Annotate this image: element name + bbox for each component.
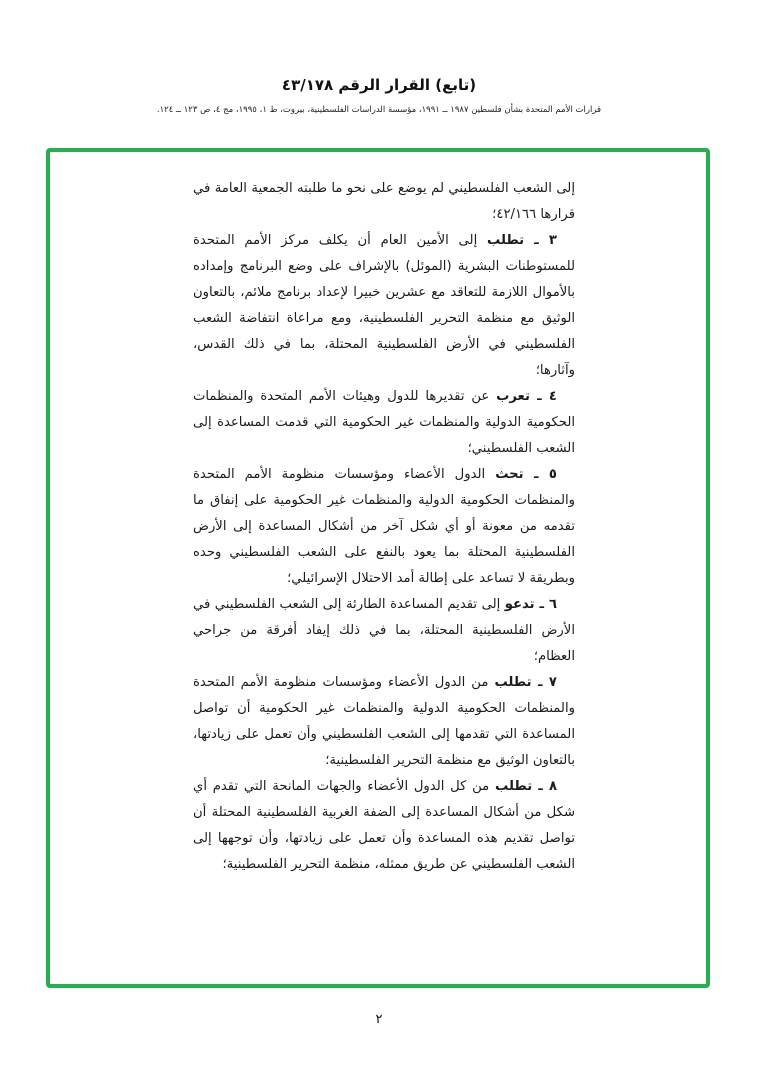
paragraph-text: الدول الأعضاء ومؤسسات منظومة الأمم المتحدة والمنظمات الحكومية الدولية والمنظمات غير الحكومية على إنفاق ما تقدمه من معونة أو أي شكل آخر من أشكال المساعدة إلى الأرض الفلسطينية المحتلة بما يعود بالنفع على الشعب الفلسطيني وحده وبطريقة لا تساعد على إطالة أمد الاحتلال الإسرائيلي؛	[193, 467, 575, 586]
paragraph-lead: ٨ ـ تطلب	[495, 779, 557, 794]
resolution-text-column	[193, 176, 575, 878]
page-title: (تابع) القرار الرقم ٤٣/١٧٨	[281, 76, 477, 94]
paragraph	[193, 774, 575, 878]
paragraph-text: إلى الأمين العام أن يكلف مركز الأمم المتحدة للمستوطنات البشرية (الموئل) بالإشراف على وضع البرنامج وإمداده بالأموال اللازمة للتعاقد مع عشرين خبيرا لإعداد برنامج ملائم، بالتعاون الوثيق مع منظمة التحرير الفلسطينية، ومع مراعاة انتفاضة الشعب الفلسطيني في الأرض الفلسطينية المحتلة، بما في ذلك القدس، وآثارها؛	[193, 233, 575, 378]
source-citation-line: قرارات الأمم المتحدة بشأن فلسطين ١٩٨٧ ــ ١٩٩١، مؤسسة الدراسات الفلسطينية، بيروت، ط ١، ١٩٩٥، مج ٤، ص ١٢٣ ــ ١٢٤.	[156, 105, 602, 115]
paragraph-text: إلى تقديم المساعدة الطارئة إلى الشعب الفلسطيني في الأرض الفلسطينية المحتلة، بما في ذلك إيفاد أفرقة من جراحي العظام؛	[193, 597, 575, 664]
paragraph-lead: ٧ ـ تطلب	[494, 675, 557, 690]
paragraph	[193, 228, 575, 384]
paragraph-text: من الدول الأعضاء ومؤسسات منظومة الأمم المتحدة والمنظمات الحكومية الدولية والمنظمات غير الحكومية أن تواصل المساعدة التي تقدمها إلى الشعب الفلسطيني وأن تعمل على زيادتها، بالتعاون الوثيق مع منظمة التحرير الفلسطينية؛	[193, 675, 575, 768]
paragraph-lead: ٣ ـ تطلب	[486, 233, 557, 248]
paragraph	[193, 384, 575, 462]
page-number: ٢	[375, 1012, 383, 1027]
paragraph	[193, 592, 575, 670]
paragraph-text: عن تقديرها للدول وهيئات الأمم المتحدة والمنظمات الحكومية الدولية والمنظمات غير الحكومية التي قدمت المساعدة إلى الشعب الفلسطيني؛	[193, 389, 575, 456]
paragraph-text: إلى الشعب الفلسطيني لم يوضع على نحو ما طلبته الجمعية العامة في قرارها ٤٢/١٦٦؛	[193, 181, 575, 222]
paragraph	[193, 176, 575, 228]
paragraph-text: من كل الدول الأعضاء والجهات المانحة التي تقدم أي شكل من أشكال المساعدة إلى الضفة الغربية الفلسطينية المحتلة أن تواصل تقديم هذه المساعدة وأن تعمل على زيادتها، وأن توجهها إلى الشعب الفلسطيني عن طريق ممثله، منظمة التحرير الفلسطينية؛	[193, 779, 575, 872]
paragraph-lead: ٤ ـ تعرب	[496, 389, 557, 404]
paragraph	[193, 462, 575, 592]
paragraph-lead: ٦ ـ تدعو	[504, 597, 557, 612]
paragraph-lead: ٥ ـ تحث	[495, 467, 557, 482]
paragraph	[193, 670, 575, 774]
